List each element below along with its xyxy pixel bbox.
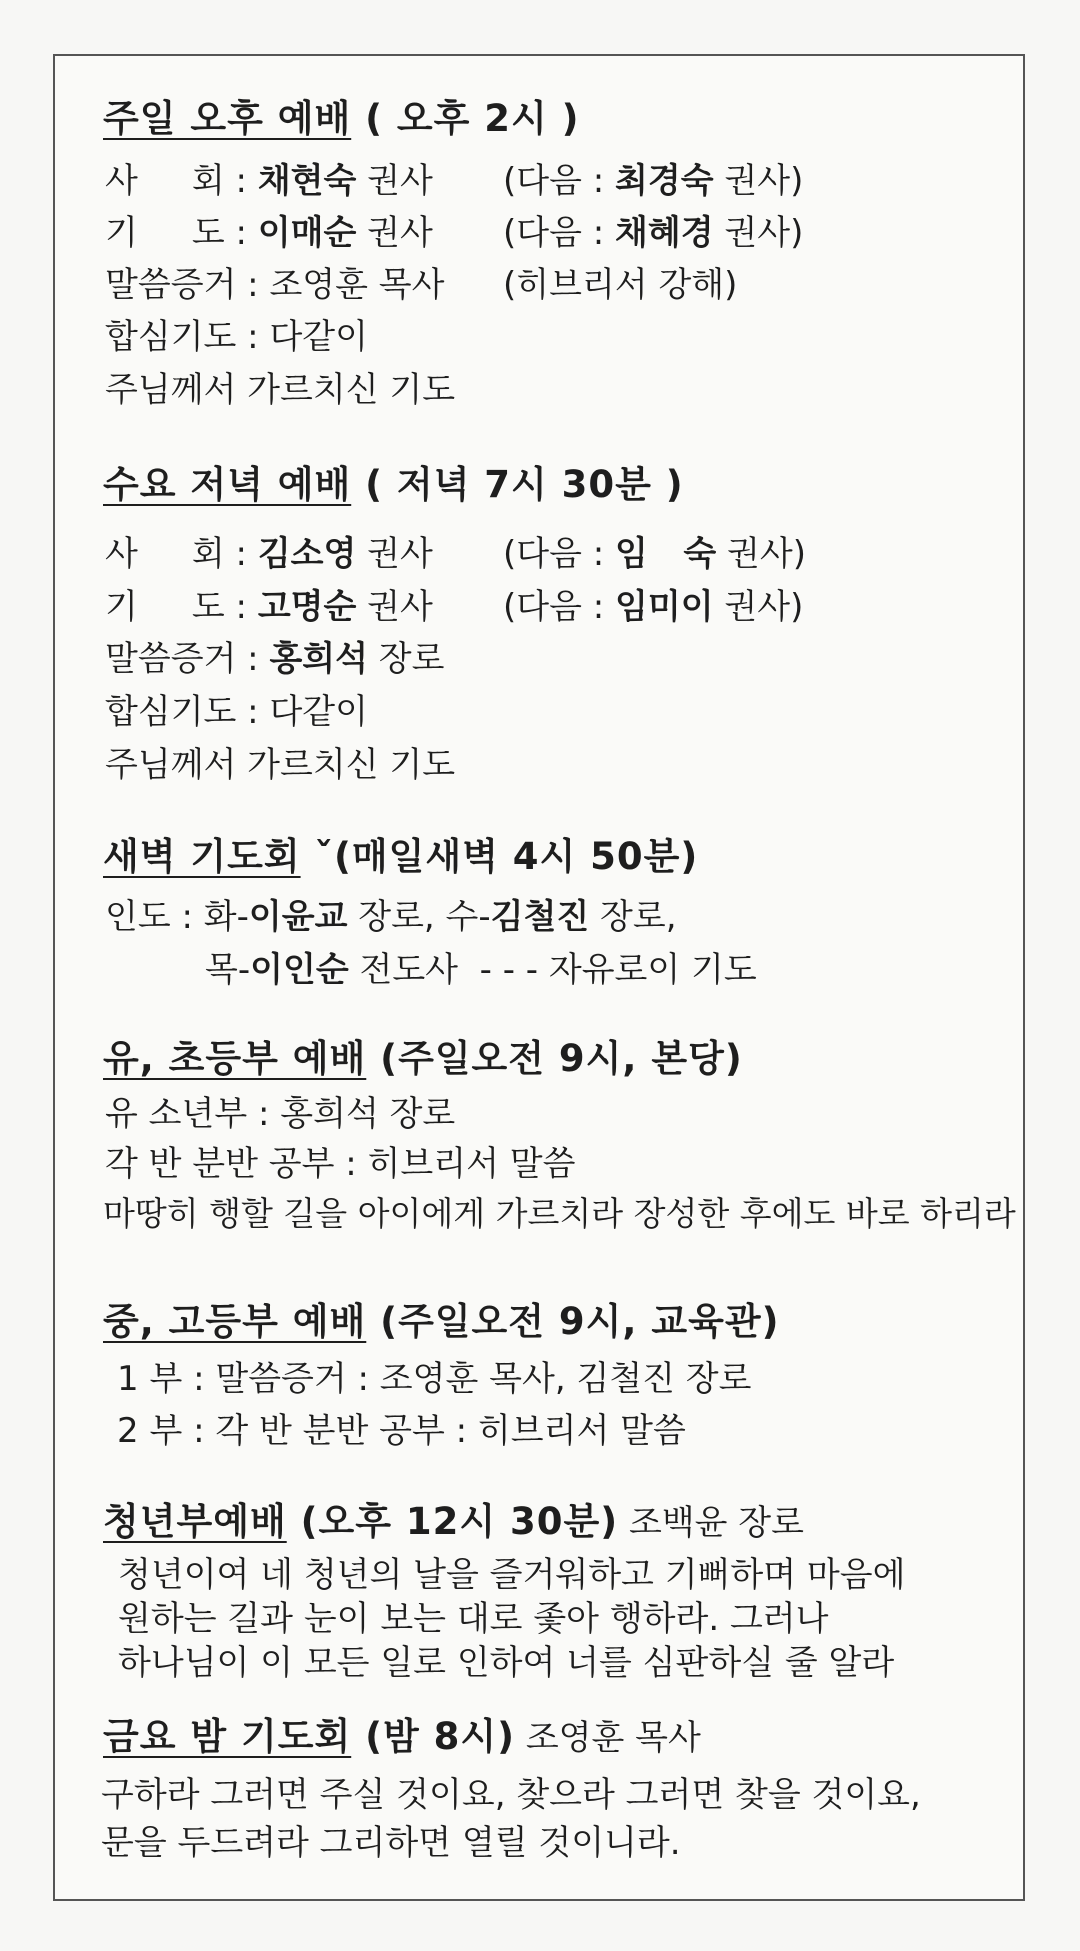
young-adult-verse-1: 청년이여 네 청년의 날을 즐거워하고 기뻐하며 마음에 <box>118 1555 906 1595</box>
sunday-sermon-note: (히브리서 강해) <box>503 265 738 305</box>
sunday-prayer-next-suffix: 권사) <box>713 213 804 253</box>
sunday-host-next <box>503 161 804 201</box>
dawn-tue-suffix: 장로, 수- <box>347 897 491 937</box>
young-adult-leader: 조백윤 장로 <box>618 1503 804 1543</box>
sunday-sermon-value: 조영훈 목사 <box>258 265 445 305</box>
sunday-unison-prayer: 합심기도 : 다같이 <box>105 317 368 357</box>
dawn-wed-suffix: 장로, <box>589 897 677 937</box>
sunday-prayer-next <box>503 213 804 253</box>
dawn-prayer-time: ˇ(매일새벽 4시 50분) <box>300 835 699 878</box>
children-line-1: 유 소년부 : 홍희석 장로 <box>105 1094 456 1134</box>
children-verse: 마땅히 행할 길을 아이에게 가르치라 장성한 후에도 바로 하리라 <box>103 1194 1016 1233</box>
sunday-sermon-line <box>105 265 445 305</box>
sunday-afternoon-title: 주일 오후 예배 <box>103 97 352 140</box>
wednesday-host-title: 권사 <box>356 534 433 574</box>
wednesday-prayer-next-suffix: 권사) <box>713 587 804 627</box>
dawn-lead-prefix: 인도 : 화- <box>105 897 249 937</box>
dawn-tue-name: 이윤교 <box>248 897 348 937</box>
wednesday-sermon-line <box>105 639 445 679</box>
sunday-prayer-name: 이매순 <box>257 213 357 253</box>
wednesday-sermon-title: 장로 <box>368 639 445 679</box>
friday-heading <box>103 1715 701 1758</box>
sunday-sermon-label: 말씀증거 : <box>105 265 259 305</box>
dawn-prayer-heading <box>103 835 699 878</box>
sunday-host-line <box>105 161 433 201</box>
sunday-host-label: 사 회 : <box>105 161 247 201</box>
wednesday-heading <box>103 463 684 506</box>
dawn-lead-line-1 <box>105 897 677 937</box>
wednesday-host-line <box>105 534 433 574</box>
children-heading <box>103 1037 743 1080</box>
wednesday-host-name: 김소영 <box>257 534 357 574</box>
dawn-wed-name: 김철진 <box>490 897 590 937</box>
sunday-prayer-line <box>105 213 433 253</box>
wednesday-prayer-title: 권사 <box>356 587 433 627</box>
wednesday-unison-prayer: 합심기도 : 다같이 <box>105 692 368 732</box>
wednesday-title: 수요 저녁 예배 <box>103 463 352 506</box>
wednesday-prayer-line <box>105 587 433 627</box>
sunday-host-name: 채현숙 <box>257 161 357 201</box>
sunday-host-next-suffix: 권사) <box>713 161 804 201</box>
sunday-afternoon-heading <box>103 97 580 140</box>
wednesday-prayer-next-name: 임미이 <box>615 587 714 627</box>
dawn-prayer-title: 새벽 기도회 <box>103 835 301 878</box>
friday-time: (밤 8시) <box>351 1715 516 1758</box>
friday-leader: 조영훈 목사 <box>515 1718 701 1758</box>
youth-time: (주일오전 9시, 교육관) <box>366 1300 780 1343</box>
sunday-prayer-title: 권사 <box>356 213 433 253</box>
youth-part-1: 1 부 : 말씀증거 : 조영훈 목사, 김철진 장로 <box>117 1359 752 1399</box>
sunday-prayer-label: 기 도 : <box>105 213 247 253</box>
wednesday-prayer-label: 기 도 : <box>105 587 247 627</box>
young-adult-verse-2: 원하는 길과 눈이 보는 대로 좇아 행하라. 그러나 <box>118 1599 829 1639</box>
friday-verse-1: 구하라 그러면 주실 것이요, 찾으라 그러면 찾을 것이요, <box>101 1775 921 1815</box>
wednesday-host-label: 사 회 : <box>105 534 247 574</box>
sunday-host-next-prefix: (다음 : <box>503 161 616 201</box>
youth-title: 중, 고등부 예배 <box>103 1300 367 1343</box>
friday-verse-2: 문을 두드려라 그리하면 열릴 것이니라. <box>101 1823 681 1863</box>
sunday-lords-prayer: 주님께서 가르치신 기도 <box>105 370 456 410</box>
wednesday-host-next-prefix: (다음 : <box>503 534 616 574</box>
dawn-thu-prefix: 목- <box>205 950 251 990</box>
sunday-host-next-name: 최경숙 <box>615 161 714 201</box>
wednesday-lords-prayer: 주님께서 가르치신 기도 <box>105 745 456 785</box>
wednesday-host-next <box>503 534 806 574</box>
youth-heading <box>103 1300 780 1343</box>
dawn-lead-line-2 <box>205 950 757 990</box>
sunday-prayer-next-name: 채혜경 <box>615 213 714 253</box>
young-adult-verse-3: 하나님이 이 모든 일로 인하여 너를 심판하실 줄 알라 <box>118 1643 895 1683</box>
youth-part-2: 2 부 : 각 반 분반 공부 : 히브리서 말씀 <box>117 1411 686 1451</box>
sunday-afternoon-time: ( 오후 2시 ) <box>351 97 580 140</box>
wednesday-prayer-next <box>503 587 804 627</box>
dawn-thu-name: 이인순 <box>250 950 349 990</box>
wednesday-sermon-name: 홍희석 <box>269 639 368 679</box>
children-time: (주일오전 9시, 본당) <box>366 1037 743 1080</box>
sunday-host-title: 권사 <box>356 161 433 201</box>
dawn-thu-suffix: 전도사 - - - 자유로이 기도 <box>348 950 757 990</box>
sunday-prayer-next-prefix: (다음 : <box>503 213 616 253</box>
young-adult-time: (오후 12시 30분) <box>286 1500 619 1543</box>
wednesday-time: ( 저녁 7시 30분 ) <box>351 463 684 506</box>
wednesday-host-next-name: 임 숙 <box>615 534 717 574</box>
wednesday-host-next-suffix: 권사) <box>716 534 806 574</box>
young-adult-title: 청년부예배 <box>103 1500 287 1543</box>
wednesday-sermon-label: 말씀증거 : <box>105 639 259 679</box>
children-line-2: 각 반 분반 공부 : 히브리서 말씀 <box>105 1144 576 1184</box>
young-adult-heading <box>103 1500 804 1543</box>
wednesday-prayer-next-prefix: (다음 : <box>503 587 616 627</box>
friday-title: 금요 밤 기도회 <box>103 1715 352 1758</box>
children-title: 유, 초등부 예배 <box>103 1037 367 1080</box>
wednesday-prayer-name: 고명순 <box>257 587 357 627</box>
